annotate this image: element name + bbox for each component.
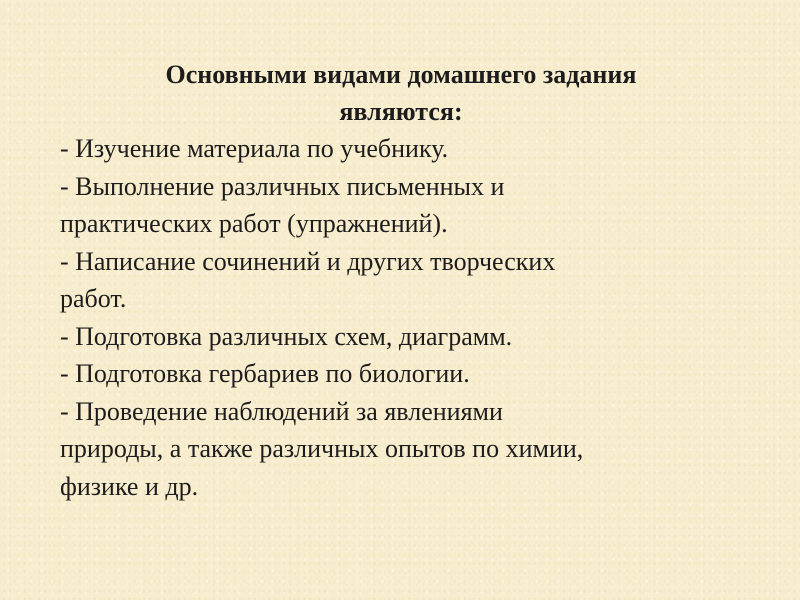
heading-line-1: Основными видами домашнего задания xyxy=(165,60,637,89)
homework-types-list xyxy=(60,130,760,505)
list-item: - Изучение материала по учебнику. xyxy=(60,134,449,163)
list-item: - Выполнение различных письменных и практических работ (упражнений). xyxy=(60,171,505,238)
list-item: - Подготовка различных схем, диаграмм. xyxy=(60,321,513,351)
list-item: - Подготовка гербариев по биологии. xyxy=(60,359,470,388)
slide-heading xyxy=(60,56,742,130)
list-item: - Проведение наблюдений за явлениями природы, а также различных опытов по химии, физике и др. xyxy=(60,396,584,501)
heading-line-2: являются: xyxy=(339,97,463,126)
list-item: - Написание сочинений и других творческих работ. xyxy=(60,246,556,313)
